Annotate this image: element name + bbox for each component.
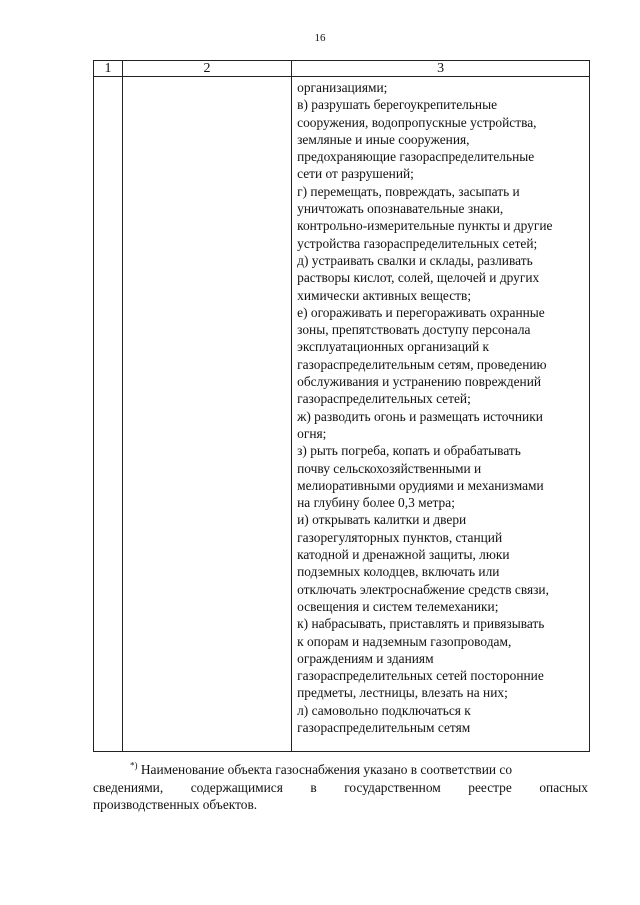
text-line: е) огораживать и перегораживать охранные (297, 304, 545, 320)
footnote-word: государственном (344, 779, 441, 795)
text-line: отключать электроснабжение средств связи, (297, 581, 549, 597)
text-line: предметы, лестницы, влезать на них; (297, 685, 508, 701)
footnote-word: сведениями, (93, 779, 164, 795)
text-line: зоны, препятствовать доступу персонала (297, 322, 531, 338)
text-line: растворы кислот, солей, щелочей и других (297, 270, 540, 286)
text-line: освещения и систем телемеханики; (297, 598, 499, 614)
cell-column-3 (292, 77, 590, 752)
text-line: газораспределительных сетей; (297, 391, 471, 407)
footnote-line-1 (93, 761, 588, 779)
page-number: 16 (314, 32, 326, 44)
footnote-text-1: Наименование объекта газоснабжения указано в соответствии со (140, 762, 513, 777)
text-line: предохраняющие газораспределительные (297, 149, 535, 165)
table-header-row (94, 61, 590, 77)
table-row (94, 77, 590, 752)
text-line: д) устраивать свалки и склады, разливать (297, 252, 533, 268)
text-line: газораспределительных сетей посторонние (297, 668, 544, 684)
footnote-word: содержащимися (190, 779, 283, 795)
footnote-word: опасных (539, 779, 588, 795)
footnote (93, 761, 588, 814)
text-line: подземных колодцев, включать или (297, 564, 500, 580)
column-header-3: 3 (292, 61, 590, 77)
text-line: газораспределительным сетям, проведению (297, 356, 547, 372)
restrictions-text (297, 79, 584, 736)
footnote-word: в (310, 779, 317, 795)
text-line: почву сельскохозяйственными и (297, 460, 482, 476)
footnote-line-3: производственных объектов. (93, 797, 258, 812)
text-line: к) набрасывать, приставлять и привязывать (297, 616, 545, 632)
text-line: эксплуатационных организаций к (297, 339, 490, 355)
text-line: на глубину более 0,3 метра; (297, 495, 455, 511)
text-line: земляные и иные сооружения, (297, 131, 470, 147)
cell-column-2 (122, 77, 291, 752)
text-line: организациями; (297, 80, 388, 95)
text-line: к опорам и надземным газопроводам, (297, 633, 512, 649)
footnote-lead (93, 761, 512, 779)
text-line: сооружения, водопропускные устройства, (297, 114, 537, 130)
text-line: в) разрушать берегоукрепительные (297, 97, 498, 113)
text-line: обслуживания и устранению повреждений (297, 374, 542, 390)
text-line: устройства газораспределительных сетей; (297, 235, 538, 251)
footnote-word: реестре (468, 779, 512, 795)
footnote-line-2 (93, 779, 588, 797)
text-line: контрольно-измерительные пункты и другие (297, 218, 553, 234)
text-line: химически активных веществ; (297, 287, 472, 303)
text-line: ж) разводить огонь и размещать источники (297, 408, 543, 424)
document-table (93, 60, 590, 752)
text-line: з) рыть погреба, копать и обрабатывать (297, 443, 521, 459)
text-line: г) перемещать, повреждать, засыпать и (297, 183, 520, 199)
text-line: газорегуляторных пунктов, станций (297, 529, 503, 545)
column-header-1: 1 (94, 61, 123, 77)
text-line: мелиоративными орудиями и механизмами (297, 477, 544, 493)
text-line: катодной и дренажной защиты, люки (297, 547, 510, 563)
column-header-2: 2 (122, 61, 291, 77)
text-line: огня; (297, 425, 327, 441)
text-line: ограждениям и зданиям (297, 650, 434, 666)
text-line: уничтожать опознавательные знаки, (297, 201, 504, 217)
text-line: сети от разрушений; (297, 166, 414, 182)
text-line: л) самовольно подключаться к (297, 702, 471, 718)
text-line: и) открывать калитки и двери (297, 512, 467, 528)
footnote-mark: *) (130, 760, 138, 771)
cell-column-1 (94, 77, 123, 752)
text-line: газораспределительным сетям (297, 719, 471, 735)
